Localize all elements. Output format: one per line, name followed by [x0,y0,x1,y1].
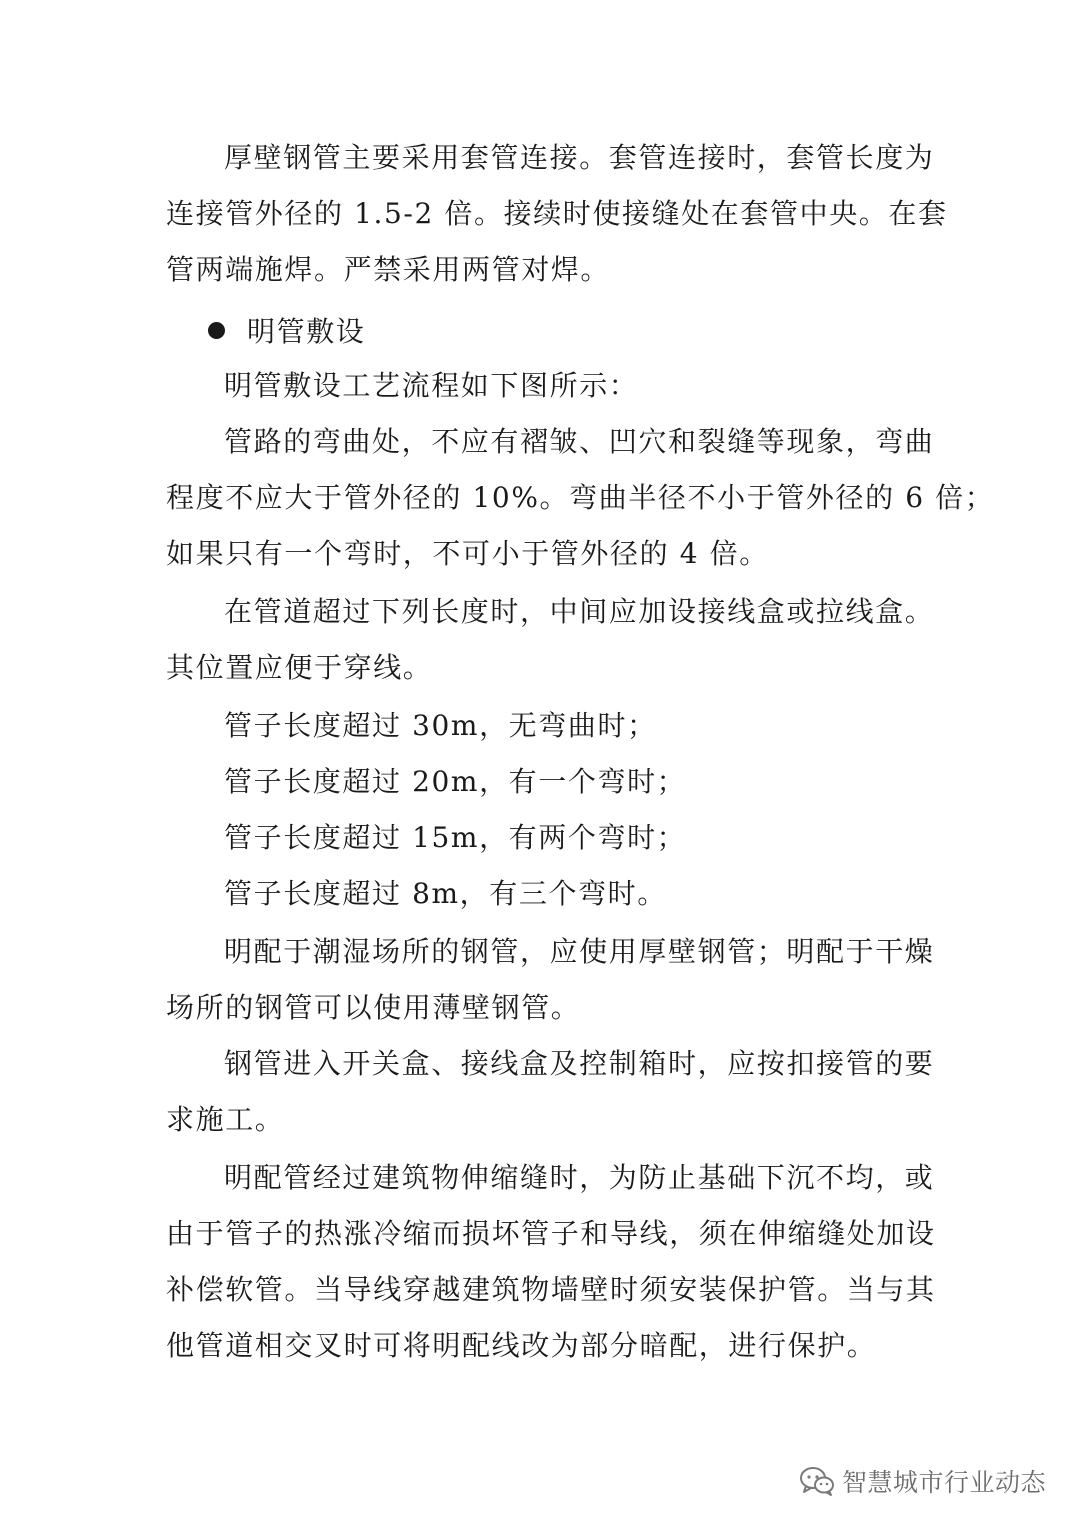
text-line: 管两端施焊。严禁采用两管对焊。 [166,253,611,286]
text-line: 补偿软管。当导线穿越建筑物墙壁时须安装保护管。当与其 [166,1273,936,1306]
watermark-text: 智慧城市行业动态 [841,1468,1046,1497]
list-item: 管子长度超过 15m，有两个弯时； [224,821,687,854]
text-line: 在管道超过下列长度时，中间应加设接线盒或拉线盒。 [224,595,935,628]
text-line: 管路的弯曲处，不应有褶皱、凹穴和裂缝等现象，弯曲 [224,425,935,458]
text-line: 连接管外径的 1.5-2 倍。接续时使接缝处在套管中央。在套 [166,197,948,230]
text-line: 明配于潮湿场所的钢管，应使用厚壁钢管；明配于干燥 [224,935,935,968]
paragraph-expansion-joint [166,1150,936,1374]
paragraph-bend-rules [166,414,995,582]
text-line: 如果只有一个弯时，不可小于管外径的 4 倍。 [166,537,769,570]
watermark [798,1456,1046,1506]
paragraph-sleeve-connection [166,130,948,298]
paragraph-damp-locations [166,924,935,1036]
bullet-heading [208,302,365,358]
paragraph-flow-intro [166,358,918,414]
wechat-icon [798,1465,836,1497]
text-line: 明管敷设工艺流程如下图所示： [224,369,639,402]
text-line: 明配管经过建筑物伸缩缝时，为防止基础下沉不均，或 [224,1161,935,1194]
text-line: 场所的钢管可以使用薄壁钢管。 [166,991,581,1024]
list-item: 管子长度超过 8m，有三个弯时。 [224,877,667,910]
list-item: 管子长度超过 20m，有一个弯时； [224,765,687,798]
paragraph-switch-box [166,1036,935,1148]
paragraph-junction-box [166,584,935,696]
bullet-heading-text: 明管敷设 [247,315,366,348]
length-rules-list [166,698,918,922]
text-line: 厚壁钢管主要采用套管连接。套管连接时，套管长度为 [224,141,935,174]
text-line: 钢管进入开关盒、接线盒及控制箱时，应按扣接管的要 [224,1047,935,1080]
text-line: 其位置应便于穿线。 [166,651,433,684]
text-line: 程度不应大于管外径的 10%。弯曲半径不小于管外径的 6 倍； [166,481,995,514]
text-line: 由于管子的热涨冷缩而损坏管子和导线，须在伸缩缝处加设 [166,1217,936,1250]
bullet-dot-icon [208,322,225,339]
list-item: 管子长度超过 30m，无弯曲时； [224,709,657,742]
text-line: 求施工。 [166,1103,285,1136]
text-line: 他管道相交叉时可将明配线改为部分暗配，进行保护。 [166,1329,877,1362]
